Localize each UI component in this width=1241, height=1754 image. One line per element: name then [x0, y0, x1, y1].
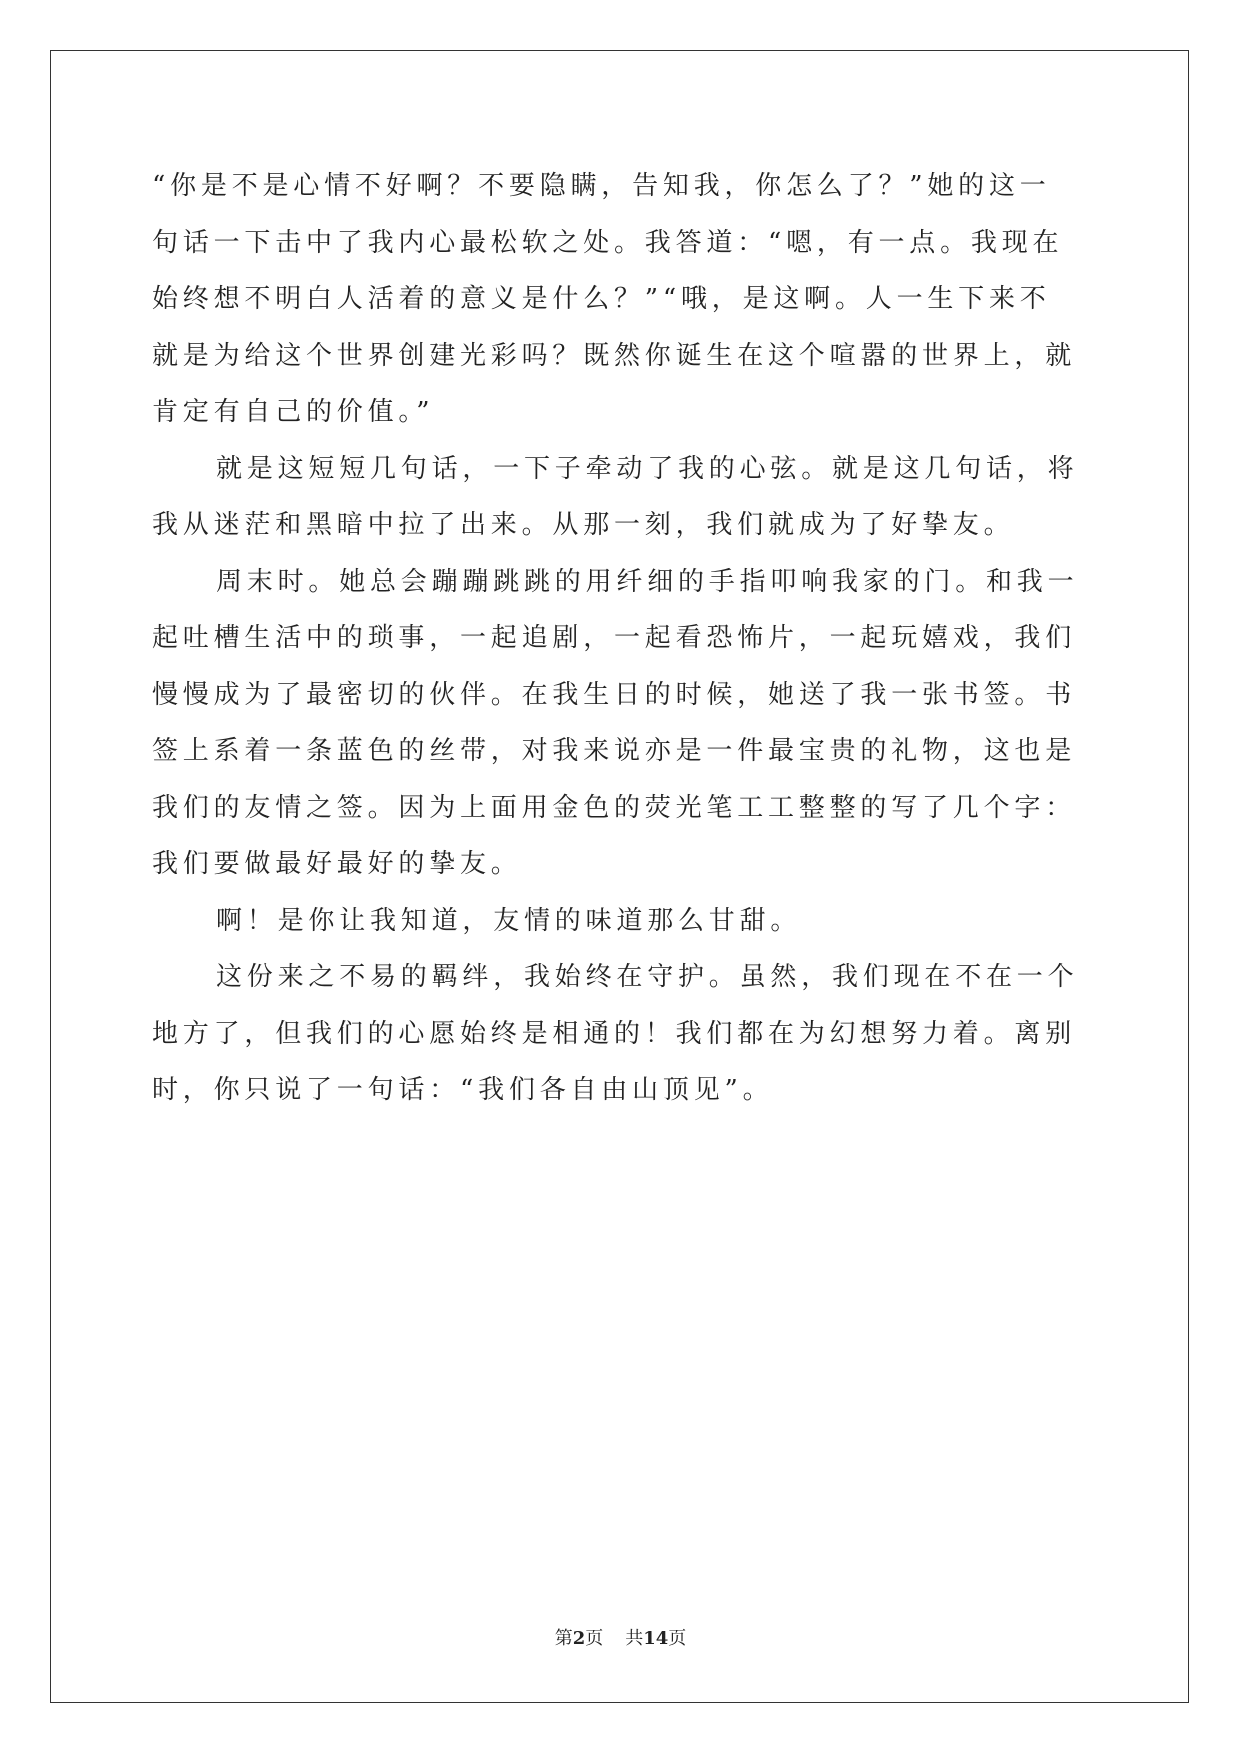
page-prefix: 第 — [554, 1628, 573, 1649]
text-line: 慢慢成为了最密切的伙伴。在我生日的时候，她送了我一张书签。书 — [152, 679, 1077, 710]
text-line: 我们的友情之签。因为上面用金色的荧光笔工工整整的写了几个字： — [152, 792, 1077, 823]
paragraph-1 — [152, 158, 1092, 441]
text-line: 我从迷茫和黑暗中拉了出来。从那一刻，我们就成为了好挚友。 — [152, 510, 1015, 540]
paragraph-2 — [152, 441, 1092, 554]
text-line: 这份来之不易的羁绊，我始终在守护。虽然，我们现在不在一个 — [216, 962, 1079, 992]
text-line: “你是不是心情不好啊？不要隐瞒，告知我，你怎么了？”她的这一 — [152, 171, 1051, 201]
page-suffix: 页 — [585, 1628, 604, 1649]
text-line: 啊！是你让我知道，友情的味道那么甘甜。 — [216, 905, 802, 936]
text-line: 就是为给这个世界创建光彩吗？既然你诞生在这个喧嚣的世界上，就 — [152, 340, 1077, 371]
text-line: 句话一下击中了我内心最松软之处。我答道：“嗯，有一点。我现在 — [152, 227, 1064, 258]
total-prefix: 共 — [625, 1628, 644, 1649]
text-line: 起吐槽生活中的琐事，一起追剧，一起看恐怖片，一起玩嬉戏，我们 — [152, 623, 1077, 653]
text-line: 就是这短短几句话，一下子牵动了我的心弦。就是这几句话，将 — [216, 453, 1079, 484]
document-body — [152, 158, 1092, 1119]
paragraph-4 — [152, 893, 1092, 950]
total-pages: 14 — [643, 1628, 669, 1649]
text-line: 我们要做最好最好的挚友。 — [152, 849, 522, 879]
text-line: 肯定有自己的价值。” — [152, 397, 435, 427]
paragraph-3 — [152, 554, 1092, 893]
text-line: 周末时。她总会蹦蹦跳跳的用纤细的手指叩响我家的门。和我一 — [216, 566, 1079, 597]
page-number: 2 — [572, 1628, 586, 1649]
text-line: 时，你只说了一句话：“我们各自由山顶见”。 — [152, 1075, 774, 1105]
page-footer — [0, 1624, 1241, 1650]
text-line: 始终想不明白人活着的意义是什么？”“哦，是这啊。人一生下来不 — [152, 284, 1051, 314]
text-line: 签上系着一条蓝色的丝带，对我来说亦是一件最宝贵的礼物，这也是 — [152, 736, 1077, 766]
total-suffix: 页 — [668, 1628, 687, 1649]
text-line: 地方了，但我们的心愿始终是相通的！我们都在为幻想努力着。离别 — [152, 1018, 1077, 1049]
paragraph-5 — [152, 949, 1092, 1119]
